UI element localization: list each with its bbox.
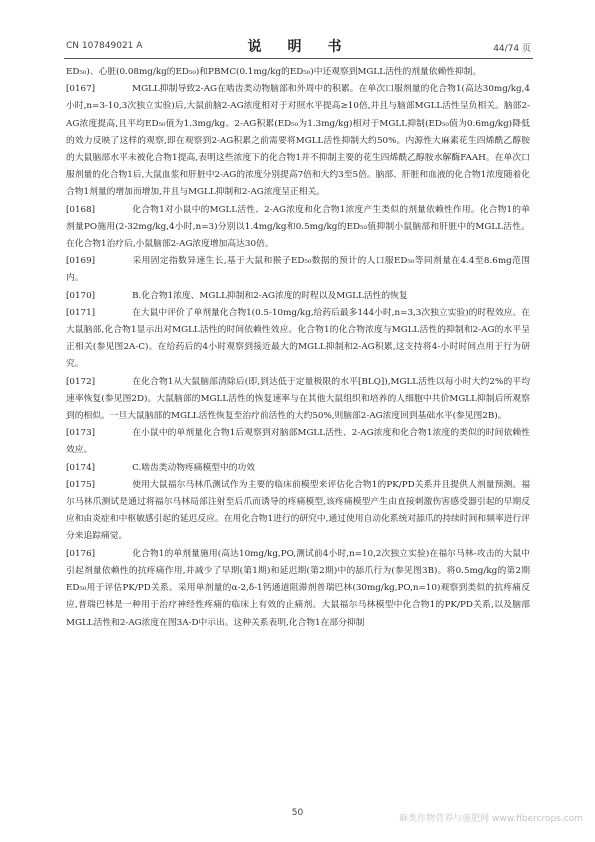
paragraph-0176: [66, 546, 530, 632]
watermark: 麻类作物营养与施肥网 www.fibercrops.com: [399, 814, 583, 824]
paragraph-0172: [66, 374, 530, 426]
section-heading: C.啮齿类动物疼痛模型中的功效: [132, 462, 256, 473]
paragraph-number: [0170]: [66, 290, 96, 301]
paragraph-text: 在大鼠中评价了单剂量化合物1(0.5-10mg/kg,给药后最多144小时,n=3,3次独立实验)的时程效应。在大鼠脑部,化合物1显示出对MGLL活性的时间依赖性效应。化合物1的化合物浓度与MGLL活性的抑制和2-AG的水平呈正相关(参见图2A-C)。在给药后的4小时观察到接近最大的MGLL抑制和2-AG积累,这支持将4-小时时间点用于行为研究。: [66, 307, 530, 370]
paragraph-0174: [66, 460, 530, 477]
paragraph-0173: [66, 425, 530, 459]
paragraph-0168: [66, 202, 530, 254]
paragraph-text: 使用大鼠福尔马林爪测试作为主要的临床前模型来评估化合物1的PK/PD关系并且提供人剂量预测。福尔马林爪测试是通过将福尔马林局部注射至后爪而诱导的疼痛模型,该疼痛模型产生由直接刺激伤害感受器引起的早期反应和由炎症和中枢敏感引起的延迟反应。在用化合物1进行的研究中,通过使用自动化系统对舔爪的持续时间和频率进行评分来追踪痛觉。: [66, 479, 530, 542]
header-rule: [64, 58, 533, 59]
paragraph-number: [0172]: [66, 376, 96, 387]
paragraph-text: 采用固定指数异速生长,基于大鼠和猴子ED₅₀数据的预计的人口服ED₅₀等同剂量在4.4至8.6mg范围内。: [66, 256, 530, 284]
document-title: 说 明 书: [247, 39, 348, 55]
page-number: 50: [291, 808, 304, 818]
paragraph-number: [0174]: [66, 462, 96, 473]
paragraph-text: ED₅₀)、心脏(0.08mg/kg的ED₅₀)和PBMC(0.1mg/kg的ED₅₀)中还观察到MGLL活性的剂量依赖性抑制。: [66, 67, 482, 77]
patent-number: CN 107849021 A: [66, 41, 143, 51]
paragraph-text: 化合物1的单剂量施用(高达10mg/kg,PO,测试前4小时,n=10,2次独立实验)在福尔马林-攻击的大鼠中引起剂量依赖性的抗疼痛作用,并减少了早期(第1期)和延迟期(第2期)中的舔爪行为(参见图3B)。将0.5mg/kg的第2期ED₅₀用于评估PK/PD关系。采用单剂量的α-2,δ-1钙通道阻滞剂普瑞巴林(30mg/kg,PO,n=10)观察到类似的抗疼痛反应,普瑞巴林是一种用于治疗神经性疼痛的临床上有效的止痛剂。大鼠福尔马林模型中化合物1的PK/PD关系,以及脑部MGLL活性和2-AG浓度在图3A-D中示出。这种关系表明,化合物1在部分抑制: [66, 548, 530, 628]
paragraph-0170: [66, 288, 530, 305]
paragraph-number: [0168]: [66, 204, 96, 215]
section-heading: B.化合物1浓度、MGLL抑制和2-AG浓度的时程以及MGLL活性的恢复: [132, 290, 408, 301]
paragraph-number: [0176]: [66, 548, 96, 559]
paragraph-0169: [66, 253, 530, 287]
page-header: [0, 36, 595, 56]
paragraph-continued: [66, 64, 530, 81]
paragraph-text: MGLL抑制导致2-AG在啮齿类动物脑部和外周中的积累。在单次口服剂量的化合物1(高达30mg/kg,4小时,n=3-10,3次独立实验)后,大鼠前脑2-AG浓度相对于对照水平提高≥10倍,并且与脑部MGLL活性呈负相关。脑部2-AG浓度提高,且平均ED₅₀值为1.3mg/kg。2-AG积累(ED₅₀为1.3mg/kg)相对于MGLL抑制(ED₅₀值为0.6mg/kg)降低的效力反映了这样的观察,即在观察到2-AG积累之前需要将MGLL活性抑制大约50%。内源性大麻素花生四烯酰乙醇胺的大鼠脑部水平未被化合物1提高,表明这些浓度下的化合物1并不抑制主要的花生四烯酰乙醇胺水解酶FAAH。在单次口服剂量的化合物1后,大鼠血浆和肝脏中2-AG的浓度分别提高7倍和大约3至5倍。脑部、肝脏和血液的化合物1浓度随着化合物1剂量的增加而增加,并且与MGLL抑制和2-AG浓度呈正相关。: [66, 84, 530, 198]
paragraph-0171: [66, 305, 530, 374]
paragraph-number: [0173]: [66, 428, 96, 439]
paragraph-0175: [66, 477, 530, 546]
paragraph-text: 化合物1对小鼠中的MGLL活性、2-AG浓度和化合物1浓度产生类似的剂量依赖性作用。化合物1的单剂量PO施用(2-32mg/kg,4小时,n=3)分别以1.4mg/kg和0.5mg/kg的ED₅₀值抑制小鼠脑部和肝脏中的MGLL活性。在化合物1治疗后,小鼠脑部2-AG浓度增加高达30倍。: [66, 204, 530, 250]
paragraph-number: [0171]: [66, 307, 96, 318]
paragraph-0167: [66, 81, 530, 201]
paragraph-text: 在化合物1从大鼠脑部清除后(即,到达低于定量极限的水平[BLQ]),MGLL活性以每小时大约2%的平均速率恢复(参见图2D)。大鼠脑部的MGLL活性的恢复速率与在其他大鼠组织和培养的人细胞中共价MGLL抑制后所观察到的相似。一旦大鼠脑部的MGLL活性恢复至治疗前活性的大约50%,则脑部2-AG浓度回到基础水平(参见图2B)。: [66, 376, 530, 422]
document-body: [66, 64, 530, 632]
paragraph-number: [0169]: [66, 256, 96, 267]
paragraph-number: [0175]: [66, 479, 96, 490]
page-label: 44/74 页: [493, 44, 531, 54]
paragraph-text: 在小鼠中的单剂量化合物1后观察到对脑部MGLL活性、2-AG浓度和化合物1浓度的类似的时间依赖性效应。: [66, 428, 530, 456]
paragraph-number: [0167]: [66, 84, 96, 95]
